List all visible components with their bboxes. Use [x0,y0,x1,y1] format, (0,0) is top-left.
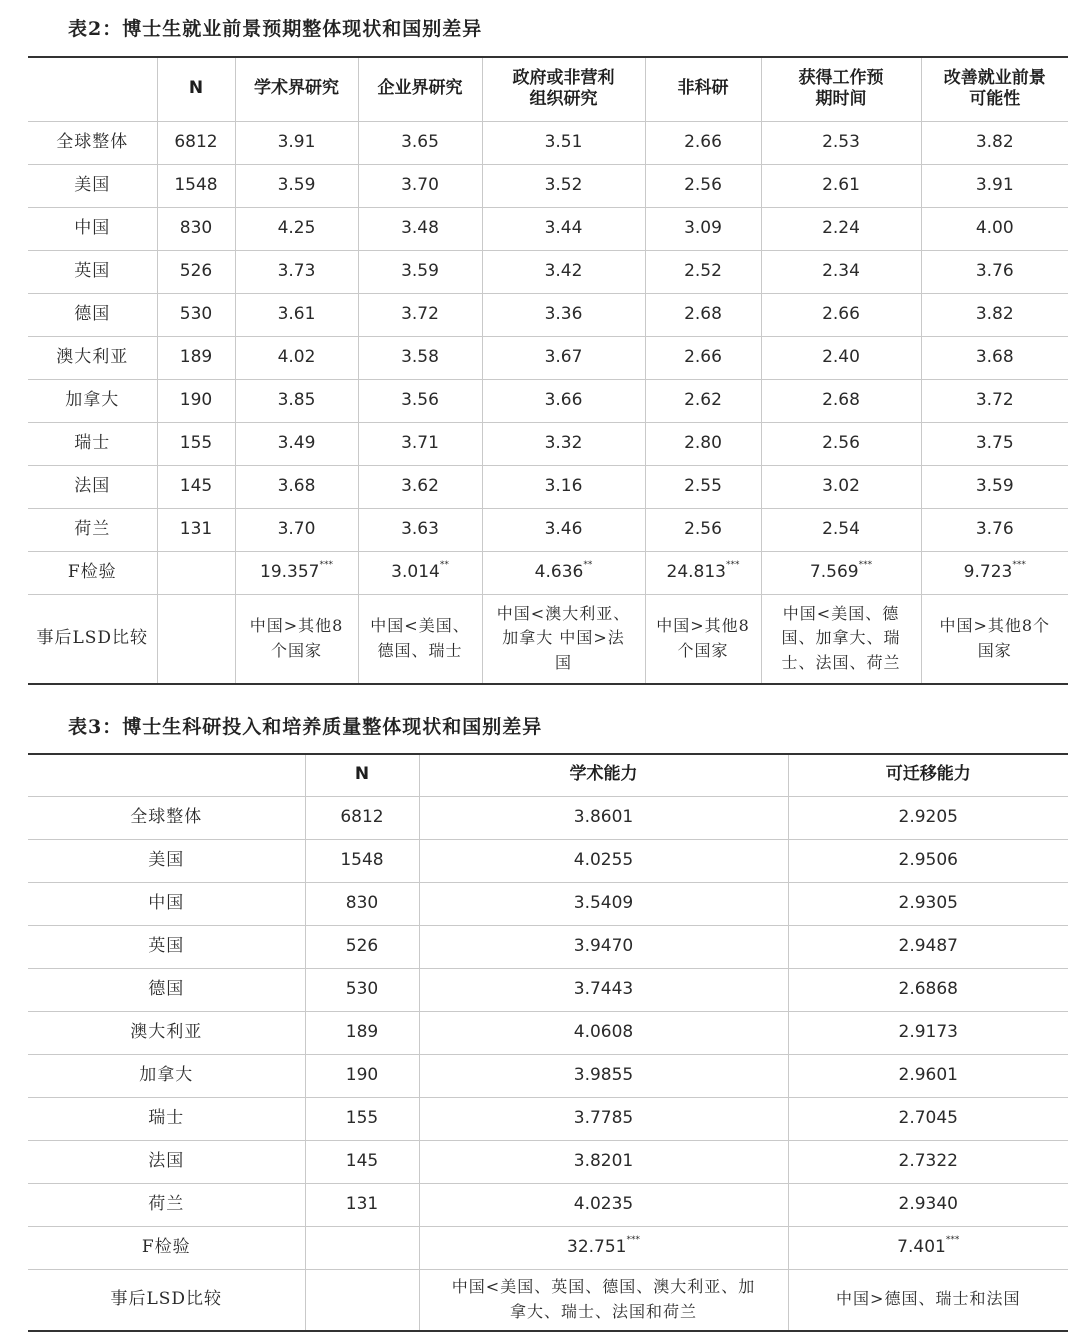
cell: 830 [157,207,235,250]
cell: 3.49 [235,422,358,465]
cell: 3.59 [235,164,358,207]
row-label: 美国 [28,839,305,882]
cell: 2.53 [761,121,921,164]
table-row [28,336,1068,379]
cell: 3.5409 [419,882,788,925]
cell: 189 [305,1011,419,1054]
cell: 3.51 [482,121,645,164]
cell: 4.0608 [419,1011,788,1054]
cell: 2.56 [645,508,761,551]
table-row [28,293,1068,336]
row-label: 荷兰 [28,1183,305,1226]
cell: 2.66 [645,336,761,379]
cell: 2.6868 [788,968,1068,1011]
cell: 2.9506 [788,839,1068,882]
cell: 3.68 [235,465,358,508]
cell [305,1269,419,1331]
cell: 3.02 [761,465,921,508]
row-label: 加拿大 [28,1054,305,1097]
cell: 3.7443 [419,968,788,1011]
table2-header-corner [28,57,157,121]
lsd-cell: 中国<美国、德国、瑞士 [358,594,482,684]
lsd-cell: 中国<美国、德国、加拿大、瑞士、法国、荷兰 [761,594,921,684]
cell: 530 [305,968,419,1011]
lsd-cell: 中国<澳大利亚、加拿大 中国>法国 [482,594,645,684]
cell: 3.7785 [419,1097,788,1140]
cell: 2.62 [645,379,761,422]
cell: 3.9855 [419,1054,788,1097]
table-row [28,882,1068,925]
table3-header-transferable-ability: 可迁移能力 [788,754,1068,796]
cell: 3.85 [235,379,358,422]
f-test-label: F检验 [28,551,157,594]
row-label: 澳大利亚 [28,1011,305,1054]
cell: 3.9470 [419,925,788,968]
f-value-cell: 7.569*** [761,551,921,594]
table3-header-corner [28,754,305,796]
lsd-cell: 中国>其他8个国家 [235,594,358,684]
cell: 3.76 [921,508,1068,551]
cell: 1548 [305,839,419,882]
table2-header-row [28,57,1068,121]
cell: 3.42 [482,250,645,293]
cell: 3.70 [358,164,482,207]
table-row [28,968,1068,1011]
cell: 3.16 [482,465,645,508]
row-label: 法国 [28,465,157,508]
cell: 155 [305,1097,419,1140]
cell: 3.72 [358,293,482,336]
cell: 2.68 [761,379,921,422]
row-label: 德国 [28,293,157,336]
cell: 3.66 [482,379,645,422]
row-label: 瑞士 [28,422,157,465]
row-label: 德国 [28,968,305,1011]
cell: 3.82 [921,121,1068,164]
table2-header-improve: 改善就业前景可能性 [921,57,1068,121]
cell: 3.58 [358,336,482,379]
cell: 155 [157,422,235,465]
f-value-cell: 19.357*** [235,551,358,594]
cell: 3.76 [921,250,1068,293]
cell: 4.25 [235,207,358,250]
cell [305,1226,419,1269]
cell: 3.61 [235,293,358,336]
table-row [28,465,1068,508]
row-label: 英国 [28,925,305,968]
cell: 2.54 [761,508,921,551]
table3-caption: 表3：博士生科研投入和培养质量整体现状和国别差异 [68,716,543,738]
f-value-cell: 7.401*** [788,1226,1068,1269]
cell: 2.61 [761,164,921,207]
cell: 830 [305,882,419,925]
row-label: 全球整体 [28,121,157,164]
cell: 3.67 [482,336,645,379]
cell: 2.24 [761,207,921,250]
cell: 145 [157,465,235,508]
lsd-row [28,594,1068,684]
cell: 2.68 [645,293,761,336]
f-value-cell: 24.813*** [645,551,761,594]
row-label: 中国 [28,882,305,925]
cell: 2.9173 [788,1011,1068,1054]
table2-caption: 表2：博士生就业前景预期整体现状和国别差异 [68,18,483,40]
cell: 3.91 [235,121,358,164]
cell: 2.9205 [788,796,1068,839]
lsd-cell: 中国>其他8个国家 [645,594,761,684]
cell: 3.8601 [419,796,788,839]
table-row [28,925,1068,968]
table-row [28,1097,1068,1140]
cell: 2.80 [645,422,761,465]
lsd-row [28,1269,1068,1331]
f-test-row [28,1226,1068,1269]
table-row [28,1011,1068,1054]
row-label: 加拿大 [28,379,157,422]
table2-header-government: 政府或非营利组织研究 [482,57,645,121]
cell: 2.55 [645,465,761,508]
cell: 189 [157,336,235,379]
cell: 3.52 [482,164,645,207]
cell: 526 [305,925,419,968]
cell: 3.82 [921,293,1068,336]
lsd-cell: 中国>德国、瑞士和法国 [788,1269,1068,1331]
cell: 3.59 [358,250,482,293]
lsd-label: 事后LSD比较 [28,594,157,684]
cell: 2.66 [761,293,921,336]
cell: 4.0255 [419,839,788,882]
cell: 3.32 [482,422,645,465]
table-row [28,121,1068,164]
cell: 3.46 [482,508,645,551]
cell: 530 [157,293,235,336]
cell: 3.48 [358,207,482,250]
cell: 3.8201 [419,1140,788,1183]
cell: 131 [157,508,235,551]
cell: 145 [305,1140,419,1183]
cell: 2.56 [761,422,921,465]
table2 [28,56,1068,685]
table-row [28,1140,1068,1183]
table-row [28,379,1068,422]
cell: 1548 [157,164,235,207]
cell: 3.68 [921,336,1068,379]
cell: 3.65 [358,121,482,164]
cell: 3.62 [358,465,482,508]
cell: 2.52 [645,250,761,293]
cell: 4.0235 [419,1183,788,1226]
cell: 3.75 [921,422,1068,465]
cell: 3.59 [921,465,1068,508]
row-label: 法国 [28,1140,305,1183]
row-label: 荷兰 [28,508,157,551]
cell: 190 [157,379,235,422]
f-test-row [28,551,1068,594]
table-row [28,164,1068,207]
table-row [28,796,1068,839]
cell: 3.71 [358,422,482,465]
table2-header-academic: 学术界研究 [235,57,358,121]
f-value-cell: 4.636** [482,551,645,594]
cell: 3.44 [482,207,645,250]
cell: 3.09 [645,207,761,250]
table-row [28,839,1068,882]
table-row [28,508,1068,551]
row-label: 英国 [28,250,157,293]
table-row [28,1054,1068,1097]
cell [157,551,235,594]
cell: 526 [157,250,235,293]
cell: 4.00 [921,207,1068,250]
table3-header-row [28,754,1068,796]
cell: 3.63 [358,508,482,551]
cell: 2.40 [761,336,921,379]
row-label: 中国 [28,207,157,250]
lsd-cell: 中国<美国、英国、德国、澳大利亚、加拿大、瑞士、法国和荷兰 [419,1269,788,1331]
table3-header-academic-ability: 学术能力 [419,754,788,796]
row-label: 瑞士 [28,1097,305,1140]
cell: 3.73 [235,250,358,293]
table2-header-job-time: 获得工作预期时间 [761,57,921,121]
f-test-label: F检验 [28,1226,305,1269]
f-value-cell: 3.014** [358,551,482,594]
cell: 4.02 [235,336,358,379]
table2-header-nonresearch: 非科研 [645,57,761,121]
cell: 2.34 [761,250,921,293]
cell: 190 [305,1054,419,1097]
f-value-cell: 9.723*** [921,551,1068,594]
cell: 2.9340 [788,1183,1068,1226]
row-label: 全球整体 [28,796,305,839]
table3-header-n: N [305,754,419,796]
cell: 3.56 [358,379,482,422]
cell: 2.7045 [788,1097,1068,1140]
cell: 3.70 [235,508,358,551]
table-row [28,422,1068,465]
cell [157,594,235,684]
cell: 2.9601 [788,1054,1068,1097]
row-label: 澳大利亚 [28,336,157,379]
table-row [28,1183,1068,1226]
cell: 3.36 [482,293,645,336]
cell: 2.9487 [788,925,1068,968]
lsd-cell: 中国>其他8个国家 [921,594,1068,684]
row-label: 美国 [28,164,157,207]
cell: 2.7322 [788,1140,1068,1183]
cell: 2.56 [645,164,761,207]
cell: 6812 [157,121,235,164]
table-row [28,207,1068,250]
cell: 131 [305,1183,419,1226]
cell: 6812 [305,796,419,839]
lsd-label: 事后LSD比较 [28,1269,305,1331]
cell: 2.9305 [788,882,1068,925]
cell: 3.91 [921,164,1068,207]
cell: 3.72 [921,379,1068,422]
f-value-cell: 32.751*** [419,1226,788,1269]
table2-header-industry: 企业界研究 [358,57,482,121]
table2-header-n: N [157,57,235,121]
cell: 2.66 [645,121,761,164]
table3 [28,753,1068,1332]
table-row [28,250,1068,293]
